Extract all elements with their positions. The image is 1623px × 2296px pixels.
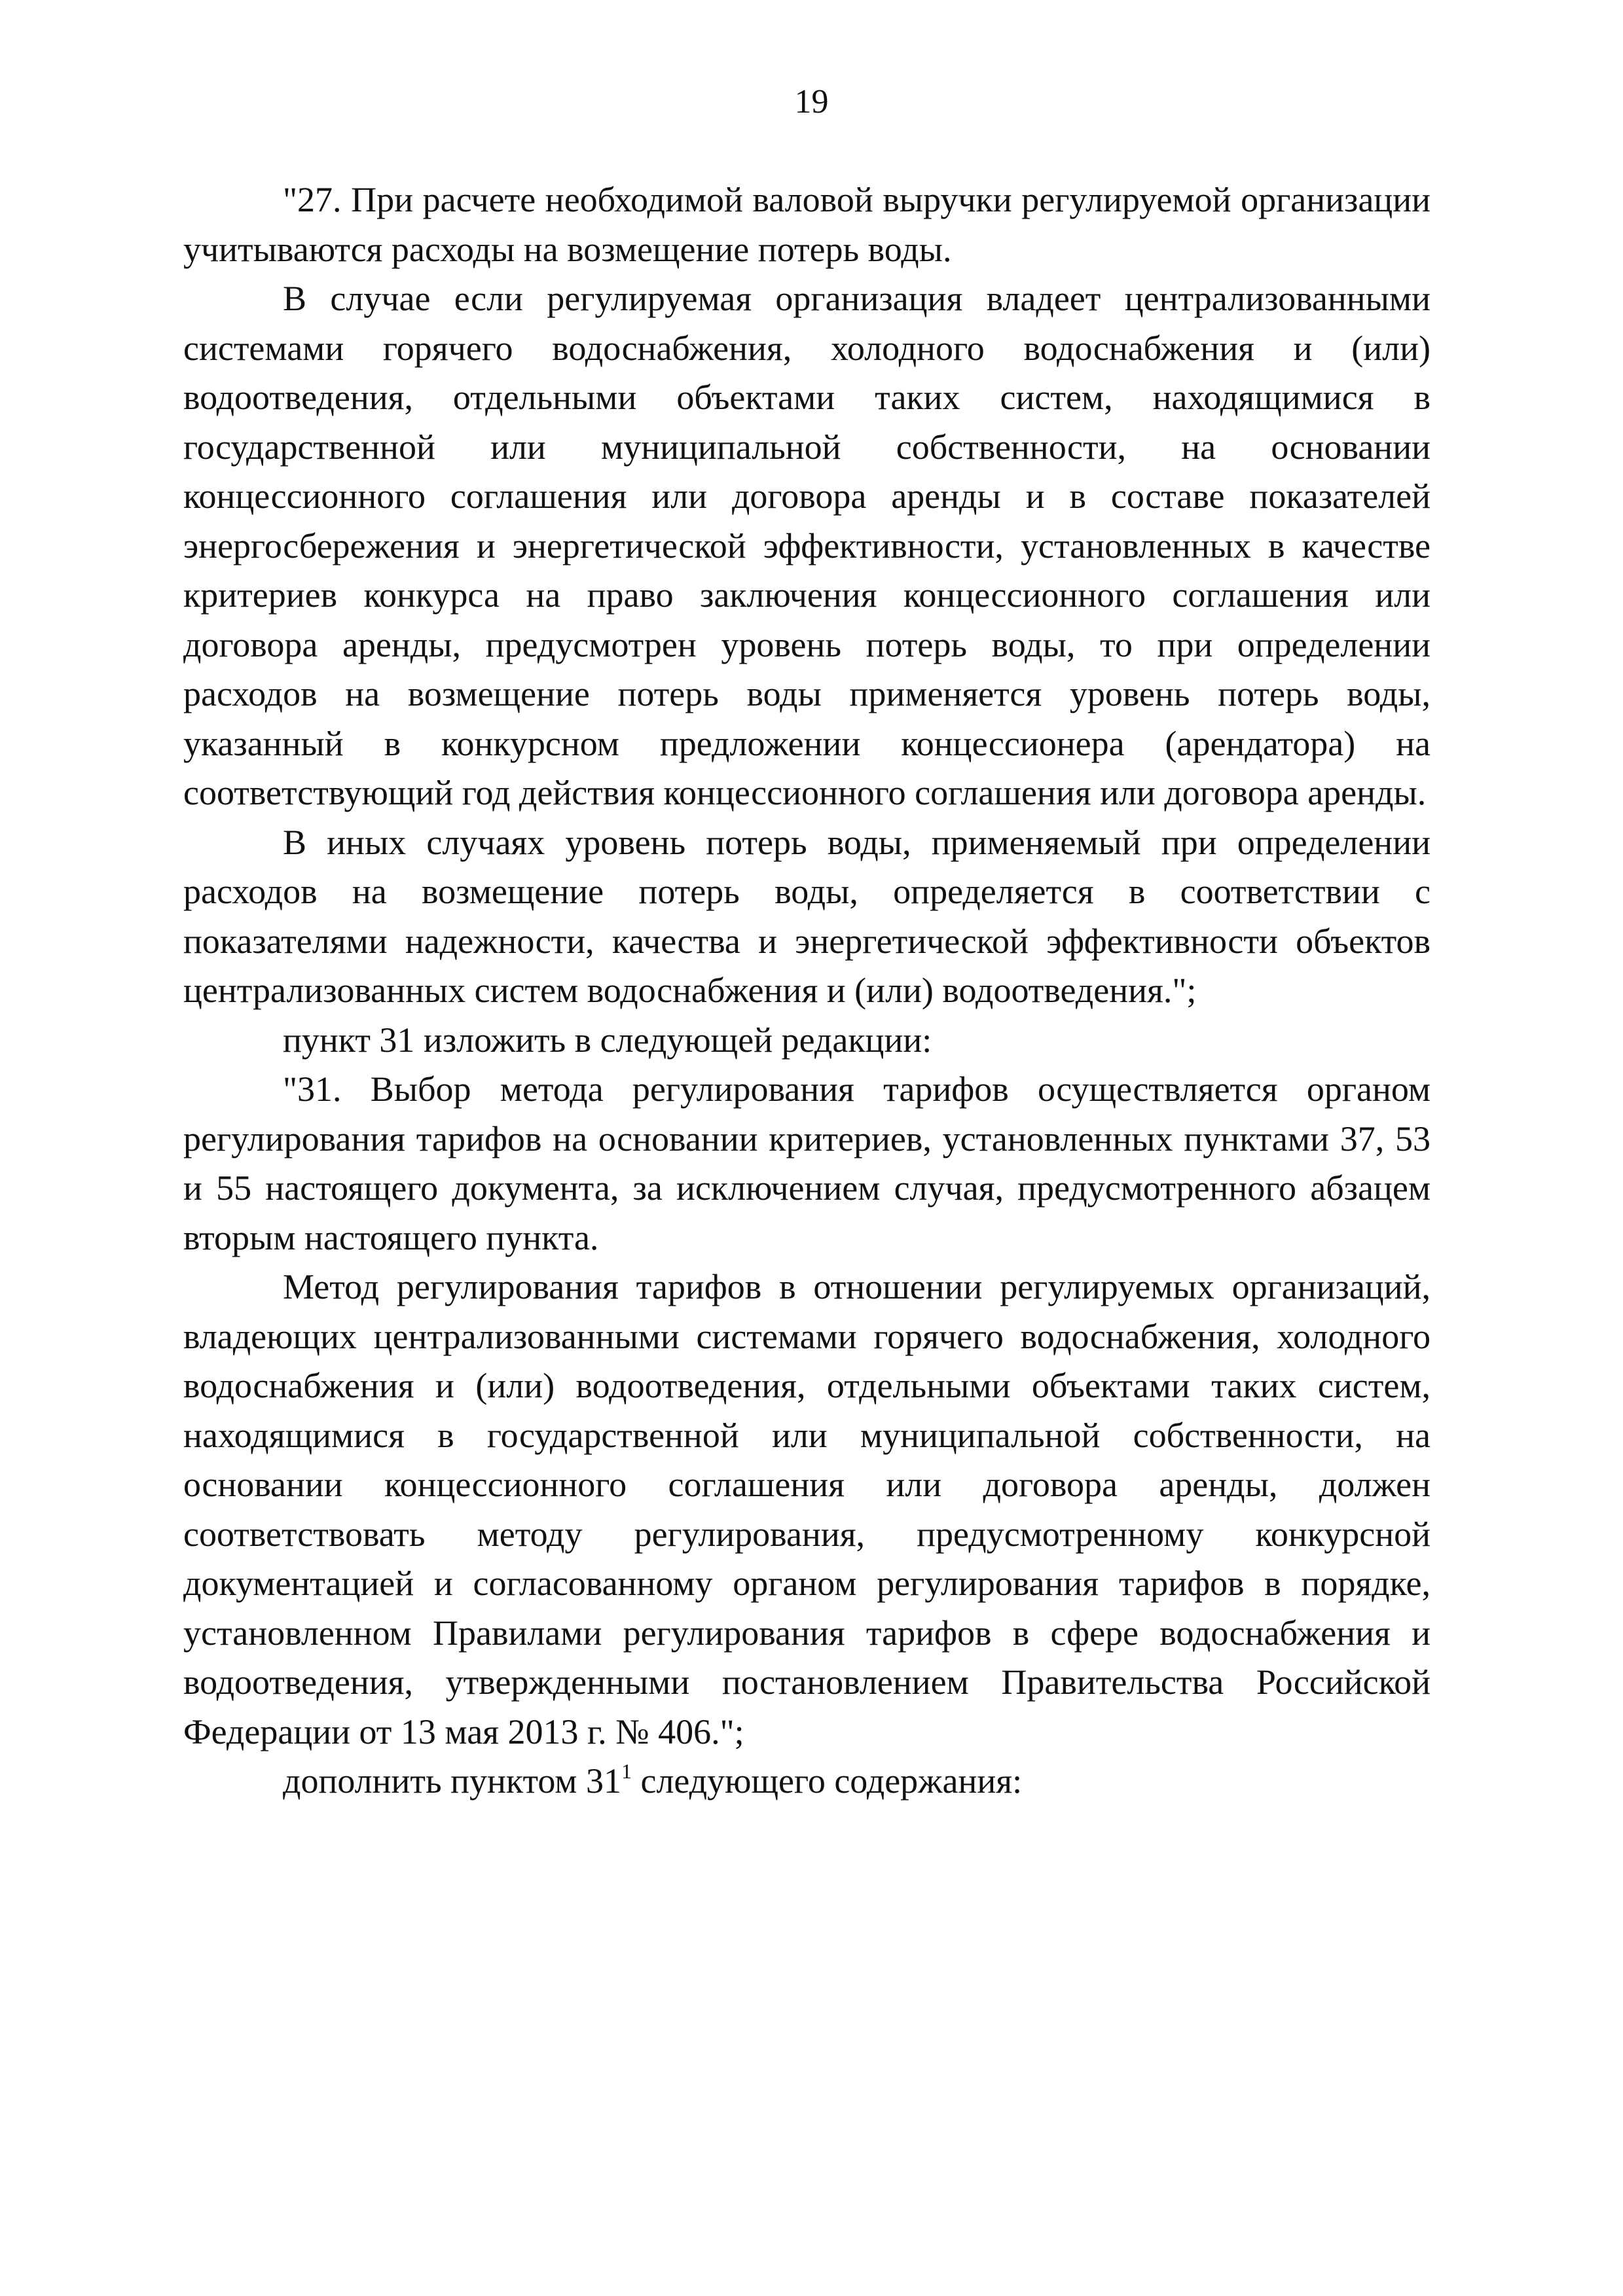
paragraph-regulation-method: Метод регулирования тарифов в отношении регулируемых организаций, владеющих централизованными системами горячего водоснабжения, холодного водоснабжения и (или) водоотведения, отдельными объектами таких систем, находящимися в государственной или муниципальной собственности, на основании концессионного соглашения или договора аренды, должен соответствовать методу регулирования, предусмотренному конкурсной документацией и согласованному органом регулирования тарифов в порядке, установленном Правилами регулирования тарифов в сфере водоснабжения и водоотведения, утвержденными постановлением Правительства Российской Федерации от 13 мая 2013 г. № 406."; xyxy=(183,1267,1431,1751)
paragraph-item-31-instruction: пункт 31 изложить в следующей редакции: xyxy=(283,1020,932,1060)
paragraph-other-cases: В иных случаях уровень потерь воды, применяемый при определении расходов на возмещение потерь воды, определяется в соответствии с показателями надежности, качества и энергетической эффективности объектов централизованных систем водоснабжения и (или) водоотведения."; xyxy=(183,822,1431,1010)
paragraph-item-27: "27. При расчете необходимой валовой выручки регулируемой организации учитываются расходы на возмещение потерь воды. xyxy=(183,180,1431,269)
paragraph-add-item-31-1 xyxy=(183,1757,1431,1806)
page-number: 19 xyxy=(794,83,829,120)
add-item-text-before: дополнить пунктом 31 xyxy=(283,1761,621,1801)
item-superscript: 1 xyxy=(621,1759,632,1783)
paragraph-item-31: "31. Выбор метода регулирования тарифов осуществляется органом регулирования тарифов на основании критериев, установленных пунктами 37, 53 и 55 настоящего документа, за исключением случая, предусмотренного абзацем вторым настоящего пункта. xyxy=(183,1069,1431,1257)
document-body xyxy=(183,175,1431,1806)
add-item-text-after: следующего содержания: xyxy=(631,1761,1023,1801)
paragraph-concession-water-losses: В случае если регулируемая организация владеет централизованными системами горячего водоснабжения, холодного водоснабжения и (или) водоотведения, отдельными объектами таких систем, находящимися в государственной или муниципальной собственности, на основании концессионного соглашения или договора аренды и в составе показателей энергосбережения и энергетической эффективности, установленных в качестве критериев конкурса на право заключения концессионного соглашения или договора аренды, предусмотрен уровень потерь воды, то при определении расходов на возмещение потерь воды применяется уровень потерь воды, указанный в конкурсном предложении концессионера (арендатора) на соответствующий год действия концессионного соглашения или договора аренды. xyxy=(183,279,1431,812)
